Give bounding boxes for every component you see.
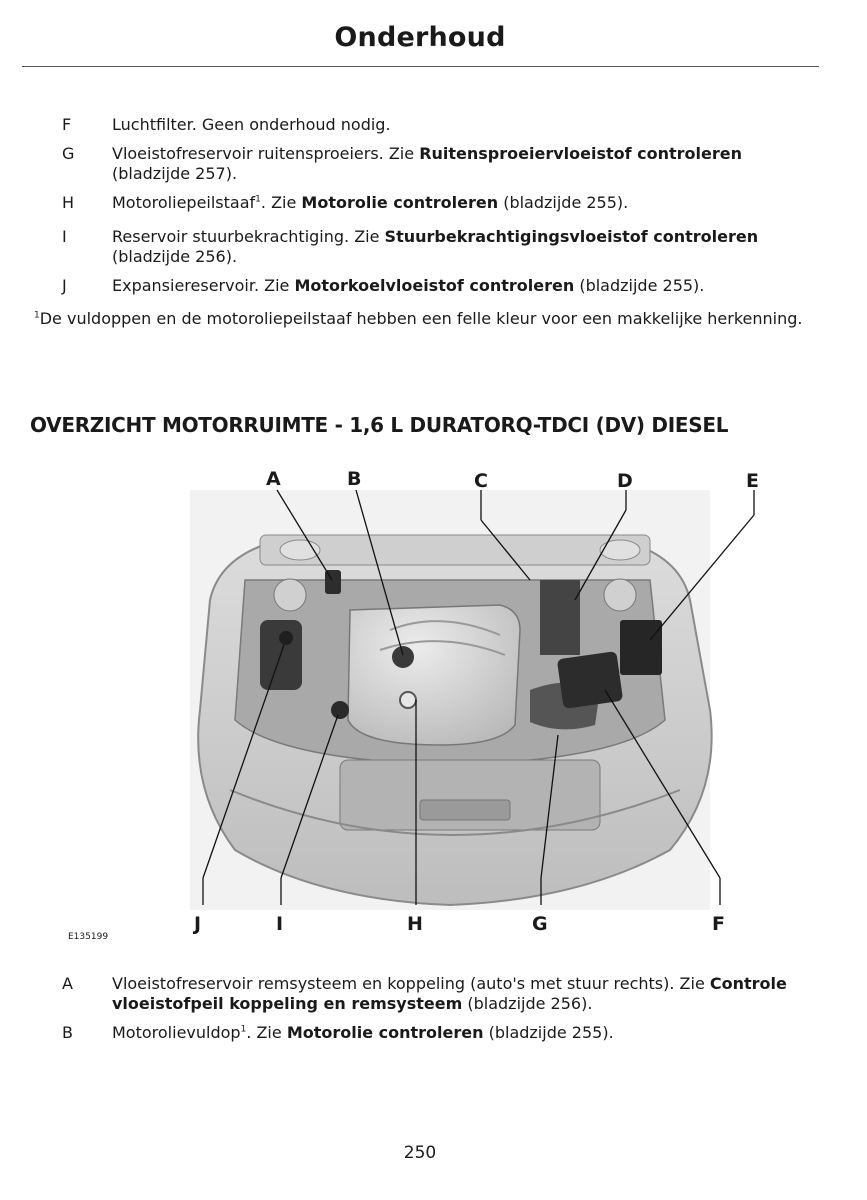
footnote-marker: 1 bbox=[34, 310, 40, 321]
page-number: 250 bbox=[403, 1143, 437, 1163]
callout-label-d: D bbox=[617, 470, 633, 492]
cross-reference: Motorolie controleren bbox=[301, 193, 499, 212]
item-letter: J bbox=[62, 276, 67, 295]
item-text: Vloeistofreservoir remsysteem en koppeling (auto's met stuur rechts). Zie Controle vloeistofpeil koppeling en remsysteem (bladzijde 256). bbox=[112, 974, 787, 1013]
item-letter: H bbox=[62, 193, 75, 212]
item-letter: I bbox=[62, 227, 67, 246]
cross-reference: Stuurbekrachtigingsvloeistof controleren bbox=[384, 227, 759, 246]
callout-label-j: J bbox=[194, 913, 202, 935]
cross-reference: Motorolie controleren bbox=[286, 1023, 484, 1042]
header-divider bbox=[22, 66, 819, 67]
callout-label-c: C bbox=[474, 470, 488, 492]
callout-label-e: E bbox=[746, 470, 759, 492]
callout-label-f: F bbox=[712, 913, 725, 935]
page-title: Onderhoud bbox=[334, 22, 506, 53]
cross-reference: Motorkoelvloeistof controleren bbox=[294, 276, 575, 295]
item-letter: A bbox=[62, 974, 73, 993]
item-letter: B bbox=[62, 1023, 73, 1042]
callout-label-a: A bbox=[266, 468, 281, 490]
item-text: Expansiereservoir. Zie Motorkoelvloeistof controleren (bladzijde 255). bbox=[112, 276, 705, 295]
callout-label-g: G bbox=[532, 913, 548, 935]
cross-reference: Controle vloeistofpeil koppeling en remsysteem bbox=[112, 974, 787, 1013]
footnote-marker: 1 bbox=[240, 1024, 247, 1035]
item-text: Luchtfilter. Geen onderhoud nodig. bbox=[112, 115, 391, 134]
engine-bay-illustration bbox=[60, 460, 800, 950]
cross-reference: Ruitensproeiervloeistof controleren bbox=[419, 144, 743, 163]
footnote: $^1$De vuldoppen en de motoroliepeilstaaf hebben een felle kleur voor een makkelijke herkenning. bbox=[34, 309, 803, 328]
item-text: Motoroliepeilstaaf$^1$. Zie Motorolie controleren (bladzijde 255). bbox=[112, 193, 629, 212]
callout-label-h: H bbox=[407, 913, 423, 935]
callout-label-i: I bbox=[276, 913, 284, 935]
item-text: Motorolievuldop$^1$. Zie Motorolie controleren (bladzijde 255). bbox=[112, 1023, 614, 1042]
section-title: OVERZICHT MOTORRUIMTE - 1,6 L DURATORQ-TDCI (DV) DIESEL bbox=[30, 413, 729, 437]
item-text: Reservoir stuurbekrachtiging. Zie Stuurbekrachtigingsvloeistof controleren (bladzijde 256). bbox=[112, 227, 759, 266]
item-letter: G bbox=[62, 144, 75, 163]
item-text: Vloeistofreservoir ruitensproeiers. Zie Ruitensproeiervloeistof controleren (bladzijde 257). bbox=[112, 144, 743, 183]
figure-id: E135199 bbox=[68, 932, 109, 942]
item-letter: F bbox=[62, 115, 72, 134]
callout-label-b: B bbox=[347, 468, 362, 490]
footnote-marker: 1 bbox=[255, 194, 261, 205]
